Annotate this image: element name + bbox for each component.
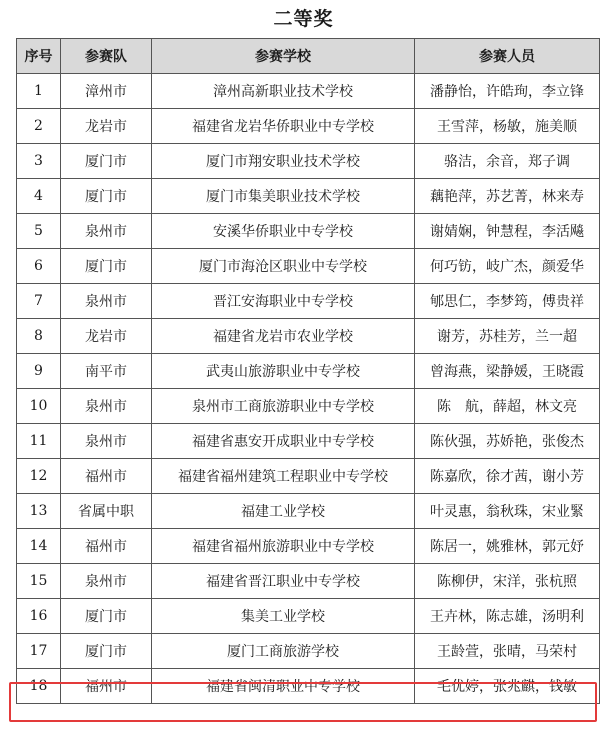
cell-number: 7 xyxy=(17,284,61,319)
table-row xyxy=(17,599,600,634)
cell-school: 厦门市海沧区职业中专学校 xyxy=(152,249,415,284)
cell-school: 福建省惠安开成职业中专学校 xyxy=(152,424,415,459)
table-row xyxy=(17,144,600,179)
highlight-box xyxy=(9,682,597,722)
cell-number: 5 xyxy=(17,214,61,249)
cell-members: 郇思仁，李梦筠，傅贵祥 xyxy=(415,284,600,319)
cell-number: 14 xyxy=(17,529,61,564)
table-row xyxy=(17,459,600,494)
cell-school: 漳州高新职业技术学校 xyxy=(152,74,415,109)
cell-team: 省属中职 xyxy=(61,494,152,529)
cell-number: 12 xyxy=(17,459,61,494)
cell-number: 1 xyxy=(17,74,61,109)
cell-team: 龙岩市 xyxy=(61,109,152,144)
table-row xyxy=(17,214,600,249)
cell-number: 17 xyxy=(17,634,61,669)
table-row xyxy=(17,494,600,529)
cell-school: 福建省福州旅游职业中专学校 xyxy=(152,529,415,564)
cell-school: 福建省闽清职业中专学校 xyxy=(152,669,415,704)
cell-school: 福建工业学校 xyxy=(152,494,415,529)
cell-members: 陈嘉欣，徐才茜，谢小芳 xyxy=(415,459,600,494)
cell-number: 8 xyxy=(17,319,61,354)
header-school: 参赛学校 xyxy=(152,39,415,74)
cell-team: 泉州市 xyxy=(61,424,152,459)
cell-number: 13 xyxy=(17,494,61,529)
cell-members: 陈伙强，苏娇艳，张俊杰 xyxy=(415,424,600,459)
cell-school: 厦门市翔安职业技术学校 xyxy=(152,144,415,179)
table-row xyxy=(17,389,600,424)
cell-members: 陈柳伊，宋洋，张杭照 xyxy=(415,564,600,599)
cell-school: 福建省龙岩市农业学校 xyxy=(152,319,415,354)
cell-members: 陈居一，姚雅林，郭元妤 xyxy=(415,529,600,564)
header-members: 参赛人员 xyxy=(415,39,600,74)
cell-team: 厦门市 xyxy=(61,144,152,179)
cell-members: 王卉林，陈志雄，汤明利 xyxy=(415,599,600,634)
cell-members: 藕艳萍，苏艺菁，林来寿 xyxy=(415,179,600,214)
cell-team: 福州市 xyxy=(61,459,152,494)
awards-table xyxy=(16,38,600,704)
cell-school: 福建省晋江职业中专学校 xyxy=(152,564,415,599)
header-number: 序号 xyxy=(17,39,61,74)
table-row xyxy=(17,424,600,459)
cell-school: 集美工业学校 xyxy=(152,599,415,634)
cell-members: 陈 航，薛超，林文亮 xyxy=(415,389,600,424)
table-row xyxy=(17,634,600,669)
cell-number: 4 xyxy=(17,179,61,214)
cell-number: 11 xyxy=(17,424,61,459)
cell-number: 10 xyxy=(17,389,61,424)
table-row xyxy=(17,529,600,564)
cell-team: 泉州市 xyxy=(61,284,152,319)
table-header-row xyxy=(17,39,600,74)
table-row xyxy=(17,179,600,214)
cell-school: 安溪华侨职业中专学校 xyxy=(152,214,415,249)
cell-team: 厦门市 xyxy=(61,599,152,634)
table-row xyxy=(17,249,600,284)
cell-number: 9 xyxy=(17,354,61,389)
cell-members: 何巧钫，岐广杰，颜爱华 xyxy=(415,249,600,284)
cell-school: 武夷山旅游职业中专学校 xyxy=(152,354,415,389)
cell-number: 18 xyxy=(17,669,61,704)
cell-members: 王雪萍，杨敏，施美顺 xyxy=(415,109,600,144)
cell-members: 毛优婷，张兆麒，钱敏 xyxy=(415,669,600,704)
page-title: 二等奖 xyxy=(273,8,334,30)
cell-members: 骆洁，余音，郑子调 xyxy=(415,144,600,179)
cell-team: 泉州市 xyxy=(61,389,152,424)
cell-team: 泉州市 xyxy=(61,214,152,249)
cell-members: 曾海燕，梁静媛，王晓霞 xyxy=(415,354,600,389)
cell-school: 泉州市工商旅游职业中专学校 xyxy=(152,389,415,424)
cell-team: 厦门市 xyxy=(61,179,152,214)
cell-school: 福建省龙岩华侨职业中专学校 xyxy=(152,109,415,144)
header-team: 参赛队 xyxy=(61,39,152,74)
cell-members: 王龄萱，张晴，马荣村 xyxy=(415,634,600,669)
cell-number: 6 xyxy=(17,249,61,284)
cell-team: 南平市 xyxy=(61,354,152,389)
cell-team: 厦门市 xyxy=(61,249,152,284)
table-row xyxy=(17,74,600,109)
cell-team: 龙岩市 xyxy=(61,319,152,354)
cell-school: 厦门市集美职业技术学校 xyxy=(152,179,415,214)
cell-members: 谢婧娴，钟慧程，李活飚 xyxy=(415,214,600,249)
cell-members: 叶灵惠，翁秋珠，宋业緊 xyxy=(415,494,600,529)
table-row xyxy=(17,319,600,354)
table-row xyxy=(17,284,600,319)
cell-team: 泉州市 xyxy=(61,564,152,599)
cell-members: 潘静怡，许皓珣，李立锋 xyxy=(415,74,600,109)
cell-school: 福建省福州建筑工程职业中专学校 xyxy=(152,459,415,494)
table-row xyxy=(17,109,600,144)
cell-team: 福州市 xyxy=(61,669,152,704)
cell-members: 谢芳，苏桂芳，兰一超 xyxy=(415,319,600,354)
cell-number: 2 xyxy=(17,109,61,144)
table-row xyxy=(17,564,600,599)
cell-number: 16 xyxy=(17,599,61,634)
table-row xyxy=(17,354,600,389)
cell-team: 福州市 xyxy=(61,529,152,564)
cell-team: 厦门市 xyxy=(61,634,152,669)
cell-number: 3 xyxy=(17,144,61,179)
cell-number: 15 xyxy=(17,564,61,599)
cell-team: 漳州市 xyxy=(61,74,152,109)
cell-school: 晋江安海职业中专学校 xyxy=(152,284,415,319)
cell-school: 厦门工商旅游学校 xyxy=(152,634,415,669)
